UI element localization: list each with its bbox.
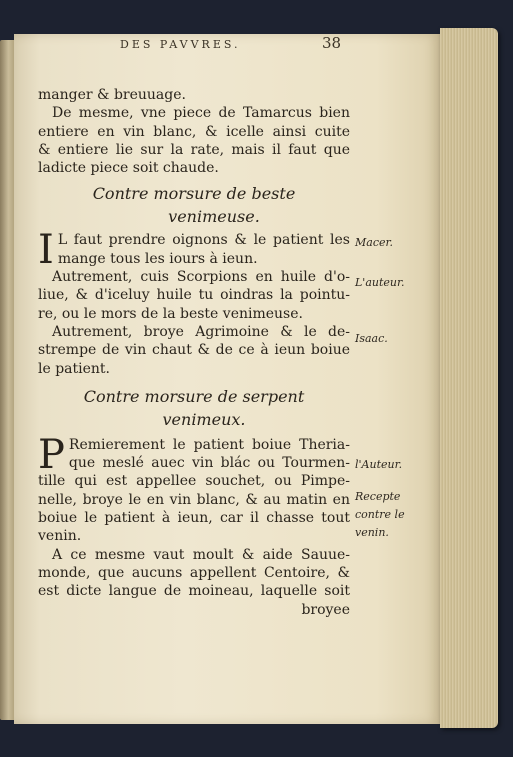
text-line: De mesme, vne piece de Tamarcus bien: [52, 105, 350, 122]
text-line: le patient.: [38, 360, 111, 377]
paragraph: [38, 431, 350, 478]
section-heading: venimeuse.: [168, 207, 260, 227]
page-text: [38, 86, 350, 619]
running-head: DES PAVVRES.: [120, 38, 241, 51]
margin-note: l'Auteur.: [355, 458, 403, 471]
text-line: ladicte piece soit chaude.: [38, 160, 219, 177]
text-line: Autrement, broye Agrimoine & le de-: [52, 323, 350, 340]
margin-note: L'auteur.: [355, 276, 405, 289]
margin-note: Isaac.: [355, 332, 388, 345]
text-line: monde, que aucuns appellent Centoire, &: [38, 564, 350, 581]
margin-note: venin.: [355, 526, 389, 539]
text-line: tille qui est appellee souchet, ou Pimpe-: [38, 473, 350, 490]
text-line: liue, & d'iceluy huile tu oindras la pointu-: [38, 287, 350, 304]
text-line: L faut prendre oignons & le patient les: [57, 232, 350, 249]
section-heading: Contre morsure de beste: [92, 184, 296, 204]
text-line: que meslé auec vin blác ou Tourmen-: [68, 455, 350, 472]
margin-note: contre le: [355, 508, 405, 521]
text-line: nelle, broye le en vin blanc, & au matin en: [38, 491, 350, 508]
paragraph: [38, 227, 350, 274]
text-line: est dicte langue de moineau, laquelle soit: [38, 583, 350, 600]
page-stack-edges: [440, 28, 498, 728]
text-line: re, ou le mors de la beste venimeuse.: [38, 305, 303, 322]
text-line: strempe de vin chaut & de ce à ieun boiue: [38, 342, 350, 359]
margin-note: Macer.: [355, 236, 394, 249]
text-line: & entiere lie sur la rate, mais il faut que: [38, 141, 350, 158]
text-line: boiue le patient à ieun, car il chasse tout: [38, 510, 350, 527]
text-line: venin.: [38, 528, 82, 545]
catchword: broyee: [301, 601, 350, 618]
drop-cap: P: [38, 431, 65, 478]
text-line: Remierement le patient boiue Theria-: [68, 436, 350, 453]
text-line: A ce mesme vaut moult & aide Sauue-: [52, 546, 350, 563]
margin-note: Recepte: [355, 490, 401, 503]
page-number: 38: [322, 34, 342, 52]
text-line: entiere en vin blanc, & icelle ainsi cuite: [38, 123, 350, 140]
drop-cap: I: [38, 227, 54, 274]
text-line: mange tous les iours à ieun.: [57, 250, 258, 267]
left-page-edge: [0, 40, 14, 720]
text-line: manger & breuuage.: [38, 87, 186, 103]
section-heading: Contre morsure de serpent: [83, 386, 305, 406]
section-heading: venimeux.: [162, 409, 246, 429]
text-line: Autrement, cuis Scorpions en huile d'o-: [52, 269, 350, 286]
